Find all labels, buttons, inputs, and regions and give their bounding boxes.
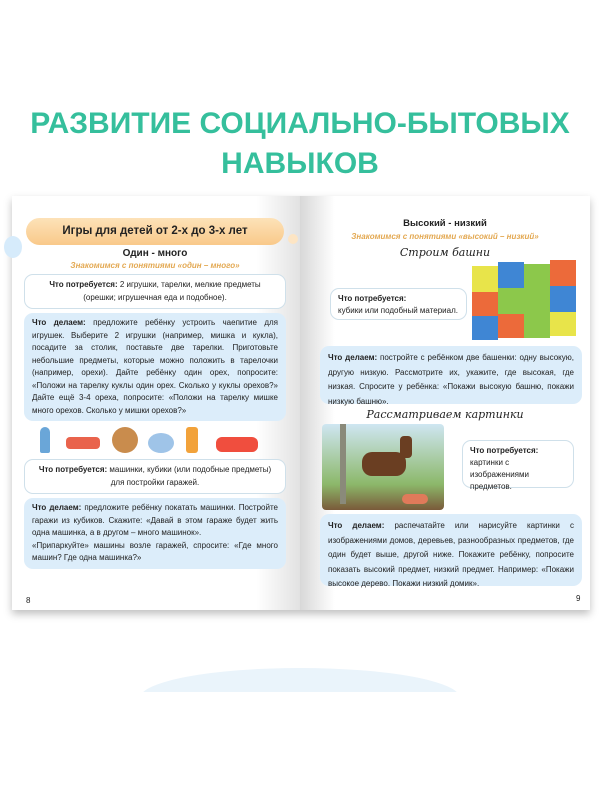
moose-illustration: [322, 424, 444, 510]
needs-text: картинки с изображениями предметов.: [470, 458, 529, 491]
toy-car: [66, 437, 100, 449]
toy-pyramid: [186, 427, 198, 453]
needs-box: [24, 459, 286, 494]
instructions-label: Что делаем:: [328, 521, 385, 530]
page-heading-line: РАЗВИТИЕ СОЦИАЛЬНО-БЫТОВЫХ: [30, 107, 570, 140]
cube: [472, 266, 498, 292]
moose-head: [400, 436, 412, 458]
section-title: Высокий - низкий: [403, 218, 487, 229]
cube: [550, 286, 576, 312]
section-subtitle: Знакомимся с понятиями «высокий – низкий»: [351, 232, 539, 241]
instructions-box: [320, 346, 582, 404]
cube: [472, 316, 498, 340]
needs-text: кубики или подобный материал.: [338, 306, 458, 315]
cube: [498, 314, 524, 338]
needs-box: [462, 440, 574, 491]
decor-dot: [288, 234, 298, 244]
page-number: 8: [26, 596, 31, 605]
instructions-text: «Припаркуйте» машины возле гаражей, спросите: «Где много машин? Где одна машинка?»: [32, 540, 278, 562]
left-page-content: [24, 218, 286, 569]
instructions-text: распечатайте или нарисуйте картинки с изображениями домов, деревьев, разнообразных предметов, где один будет выше, другой ниже. Покажите ребёнку, попросите показать высокий предмет, низкий предмет. Например: «Покажи высокое дерево. Покажи низкий домик».: [328, 521, 574, 588]
instructions-text: предложите ребёнку устроить чаепитие для игрушек. Выберите 2 игрушки (например, мишка и кукла), посадите за столик, поставьте две тарелки. Приготовьте небольшие предметы, которые можно положить в тарелочки (например, орехи). Дайте ребёнку один орех, попросите: «Положи на тарелку куклы один орех. Сколько у куклы орехов?» Дайте ещё 3-4 ореха, попросите: «Положи на тарелку мишке много орехов. Сколько у мишки орехов?»: [32, 318, 278, 415]
needs-label: Что потребуется:: [338, 294, 407, 303]
activity-title: Строим башни: [399, 246, 491, 259]
cube: [524, 314, 550, 338]
cube: [550, 260, 576, 286]
toy-teapot: [148, 433, 174, 453]
arc-mask: [0, 692, 600, 800]
needs-label: Что потребуется:: [49, 280, 118, 289]
needs-text: 2 игрушки, тарелки, мелкие предметы (орешки; игрушечная еда и подобное).: [83, 280, 261, 302]
right-page: [300, 196, 590, 610]
toy-bear: [112, 427, 138, 453]
tree-trunk: [340, 424, 346, 504]
needs-label: Что потребуется:: [38, 465, 108, 474]
instructions-box: [24, 313, 286, 421]
decor-dot: [4, 236, 22, 258]
cube: [498, 262, 524, 288]
toys-illustration: [24, 425, 286, 455]
section-title: Один - много: [122, 248, 188, 259]
needs-label: Что потребуется:: [470, 446, 539, 455]
toy-boat: [216, 437, 258, 452]
cube: [550, 312, 576, 336]
instructions-box: [320, 514, 582, 586]
section-subtitle: Знакомимся с понятиями «один – много»: [70, 261, 240, 270]
cubes-illustration: [472, 258, 582, 340]
cube: [498, 288, 550, 314]
age-header: Игры для детей от 2-х до 3-х лет: [26, 218, 284, 245]
open-book: [12, 196, 590, 610]
instructions-label: Что делаем:: [32, 318, 86, 327]
page-heading-line: НАВЫКОВ: [221, 147, 379, 180]
needs-box: [24, 274, 286, 309]
toy-rocket: [40, 427, 50, 453]
fox: [402, 494, 428, 504]
page-number: 9: [576, 594, 581, 603]
needs-text: машинки, кубики (или подобные предметы) для постройки гаражей.: [107, 465, 272, 487]
instructions-label: Что делаем:: [32, 503, 82, 512]
needs-box: [330, 288, 467, 320]
instructions-label: Что делаем:: [328, 353, 378, 362]
page-heading: [0, 104, 600, 184]
instructions-box: [24, 498, 286, 569]
activity-title: Рассматриваем картинки: [366, 408, 524, 421]
cube: [472, 292, 498, 316]
instructions-text: предложите ребёнку покатать машинки. Постройте гаражи из кубиков. Скажите: «Давай в этом гараже будет жить одна машинка, а в другом – много машинок».: [32, 503, 278, 537]
instructions-text: постройте с ребёнком две башенки: одну высокую, другую низкую. Рассмотрите их, укажите, где высокая, где низкая. Спросите у ребёнка: «Покажи высокую башню, покажи низкую башню».: [328, 353, 574, 406]
cube: [524, 264, 550, 290]
left-page: [12, 196, 300, 610]
